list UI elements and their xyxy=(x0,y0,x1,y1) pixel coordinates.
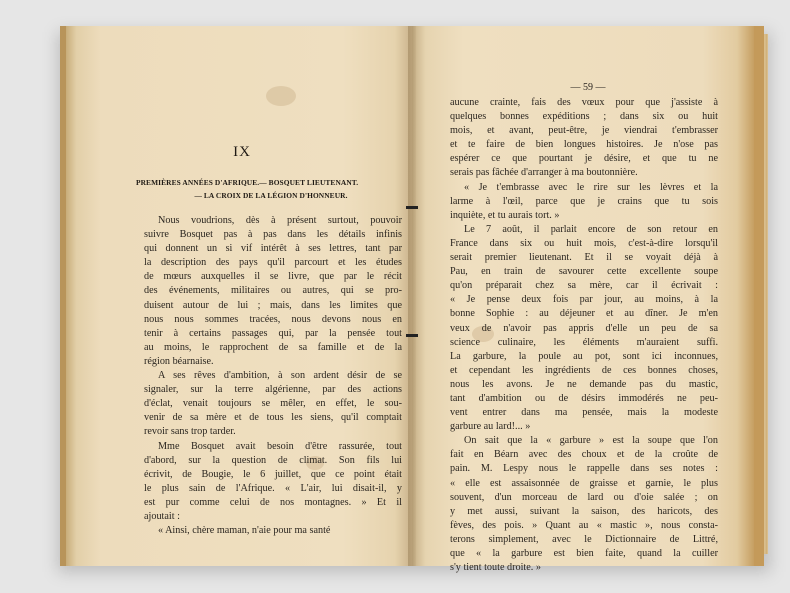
text-line: France dans six ou huit mois, c'est-à-dire lorsqu'il xyxy=(450,237,718,249)
text-line: suivre Bosquet pas à pas dans les détails infinis xyxy=(144,229,402,241)
left-page-body xyxy=(144,214,402,538)
chapter-number: IX xyxy=(233,144,251,160)
text-line: au moins, le rapprochent de sa famille et de la xyxy=(144,341,402,353)
binding-stitch xyxy=(406,334,418,337)
text-line: tant d'ambition ou de désirs immodérés ne peu- xyxy=(450,392,718,404)
page-number: — 59 — xyxy=(570,82,606,93)
text-line: Mme Bosquet avait besoin d'être rassurée, tout xyxy=(158,440,402,452)
text-line: y met aussi, suivant la saison, des haricots, des xyxy=(450,505,718,517)
text-line: Nous voudrions, dès à présent surtout, pouvoir xyxy=(158,215,402,226)
text-line: tenir à certains passages qui, par la pensée tout xyxy=(144,327,402,339)
subheading-line-1: PREMIÈRES ANNÉES D'AFRIQUE.— BOSQUET LIEUTENANT. xyxy=(136,178,359,187)
book-gutter xyxy=(408,26,416,566)
text-line: « Je pense deux fois par jour, au moins, à la xyxy=(450,294,718,306)
text-line: revoir sans trop tarder. xyxy=(144,426,236,438)
binding-stitch xyxy=(406,206,418,209)
text-line: A ses rêves d'ambition, à son ardent désir de se xyxy=(158,370,402,382)
text-line: bonne Sophie : au déjeuner et au dîner. Je m'en xyxy=(450,308,718,320)
text-line: « Je t'embrasse avec le rire sur les lèvres et la xyxy=(464,181,718,193)
text-line: fèves, des pois. » Quant au « mastic », nous consta- xyxy=(450,519,718,531)
text-line: mois, et avant, peut-être, je viendrai t'embrasser xyxy=(450,125,718,137)
text-line: vent entrer dans ma pensée, mais la modeste xyxy=(450,407,718,419)
right-page-body xyxy=(450,96,718,575)
text-line: est pur comme celui de nos montagnes. » Et il xyxy=(144,496,402,508)
text-line: qu'on préparait chez sa mère, car il écrivait : xyxy=(450,280,718,292)
text-line: On sait que la « garbure » est la soupe que l'on xyxy=(464,435,718,447)
text-line: le plus sain de l'Afrique. « L'air, lui disait-il, y xyxy=(144,482,402,494)
text-line: souvent, d'un morceau de lard ou d'oie salée ; on xyxy=(450,491,718,503)
text-line: signaler, sur la terre algérienne, par des actions xyxy=(144,384,402,396)
left-page xyxy=(60,26,412,566)
text-line: espérer ce que pourtant je désire, et que tu ne xyxy=(450,153,718,165)
foxing-spot xyxy=(266,86,296,106)
text-line: Le 7 août, il parlait encore de son retour en xyxy=(464,223,718,235)
text-line: de mœurs auxquelles il se livre, que par le récit xyxy=(144,271,402,283)
text-line: venir de sa mère et de tous les siens, qu'il comptait xyxy=(144,412,402,424)
text-line: écrivit, de Bougie, le 6 juillet, que ce point était xyxy=(144,468,402,480)
text-line: garbure au lard!... » xyxy=(450,421,531,433)
text-line: quelques bonnes expéditions ; dans six ou huit xyxy=(450,111,718,123)
text-line: pain. M. Lespy nous le rappelle dans ses notes : xyxy=(450,463,718,475)
text-line: aucune crainte, fais des vœux pour que j'assiste à xyxy=(450,97,718,108)
text-line: qui donnent un si vif intérêt à ses lettres, tant par xyxy=(144,243,402,255)
text-line: et te faire de bien longues histoires. Je n'ose pas xyxy=(450,139,718,151)
text-line: région béarnaise. xyxy=(144,355,214,367)
text-line: des événements, militaires ou autres, qui se pro- xyxy=(144,285,402,297)
text-line: nous nous sommes tracées, nous devons nous en xyxy=(144,313,402,325)
text-line: duisent autour de lui ; mais, dans les limites que xyxy=(144,299,402,311)
text-line: terons simplement, avec le Dictionnaire de Littré, xyxy=(450,533,718,545)
text-line: inquiète, et tu aurais tort. » xyxy=(450,209,560,221)
text-line: « elle est assaisonnée de graisse et garnie, le plus xyxy=(450,477,718,489)
text-line: serais pas fâchée d'arranger à ma boutonnière. xyxy=(450,167,638,179)
text-line: la description des pays qu'il parcourt et les études xyxy=(144,257,402,269)
text-line: Pau, en train de savourer cette excellente soupe xyxy=(450,266,718,278)
subheading-line-2: — LA CROIX DE LA LÉGION D'HONNEUR. xyxy=(194,191,348,200)
chapter-subheading xyxy=(136,176,406,202)
text-line: s'y tient toute droite. » xyxy=(450,562,541,574)
text-line: serait premier lieutenant. Et il se voyait déjà à xyxy=(450,252,718,264)
open-book xyxy=(60,26,764,574)
text-line: ajoutait : xyxy=(144,510,180,522)
text-line: d'abord, sur la question de climat. Son fils lui xyxy=(144,454,402,466)
text-line: d'éclat, venait toujours se mêler, en effet, le sou- xyxy=(144,398,402,410)
text-line: « Ainsi, chère maman, n'aie pour ma santé xyxy=(158,525,331,537)
text-line: fait en Béarn avec des choux et de la croûte de xyxy=(450,449,718,461)
text-line: nous les avons. Je ne demande pas du mastic, xyxy=(450,378,718,390)
text-line: veux de n'avoir pas appris d'elle un peu de sa xyxy=(450,322,718,334)
text-line: science culinaire, les éléments m'auraient suffi. xyxy=(450,336,718,348)
text-line: La garbure, la poule au pot, sont ici inconnues, xyxy=(450,350,718,362)
text-line: larme à l'œil, parce que je crains que tu sois xyxy=(450,195,718,207)
text-line: et cependant les ingrédients de ces bonnes choses, xyxy=(450,364,718,376)
text-line: que « la garbure est bien faite, quand la cuiller xyxy=(450,548,718,559)
right-page xyxy=(412,26,764,574)
